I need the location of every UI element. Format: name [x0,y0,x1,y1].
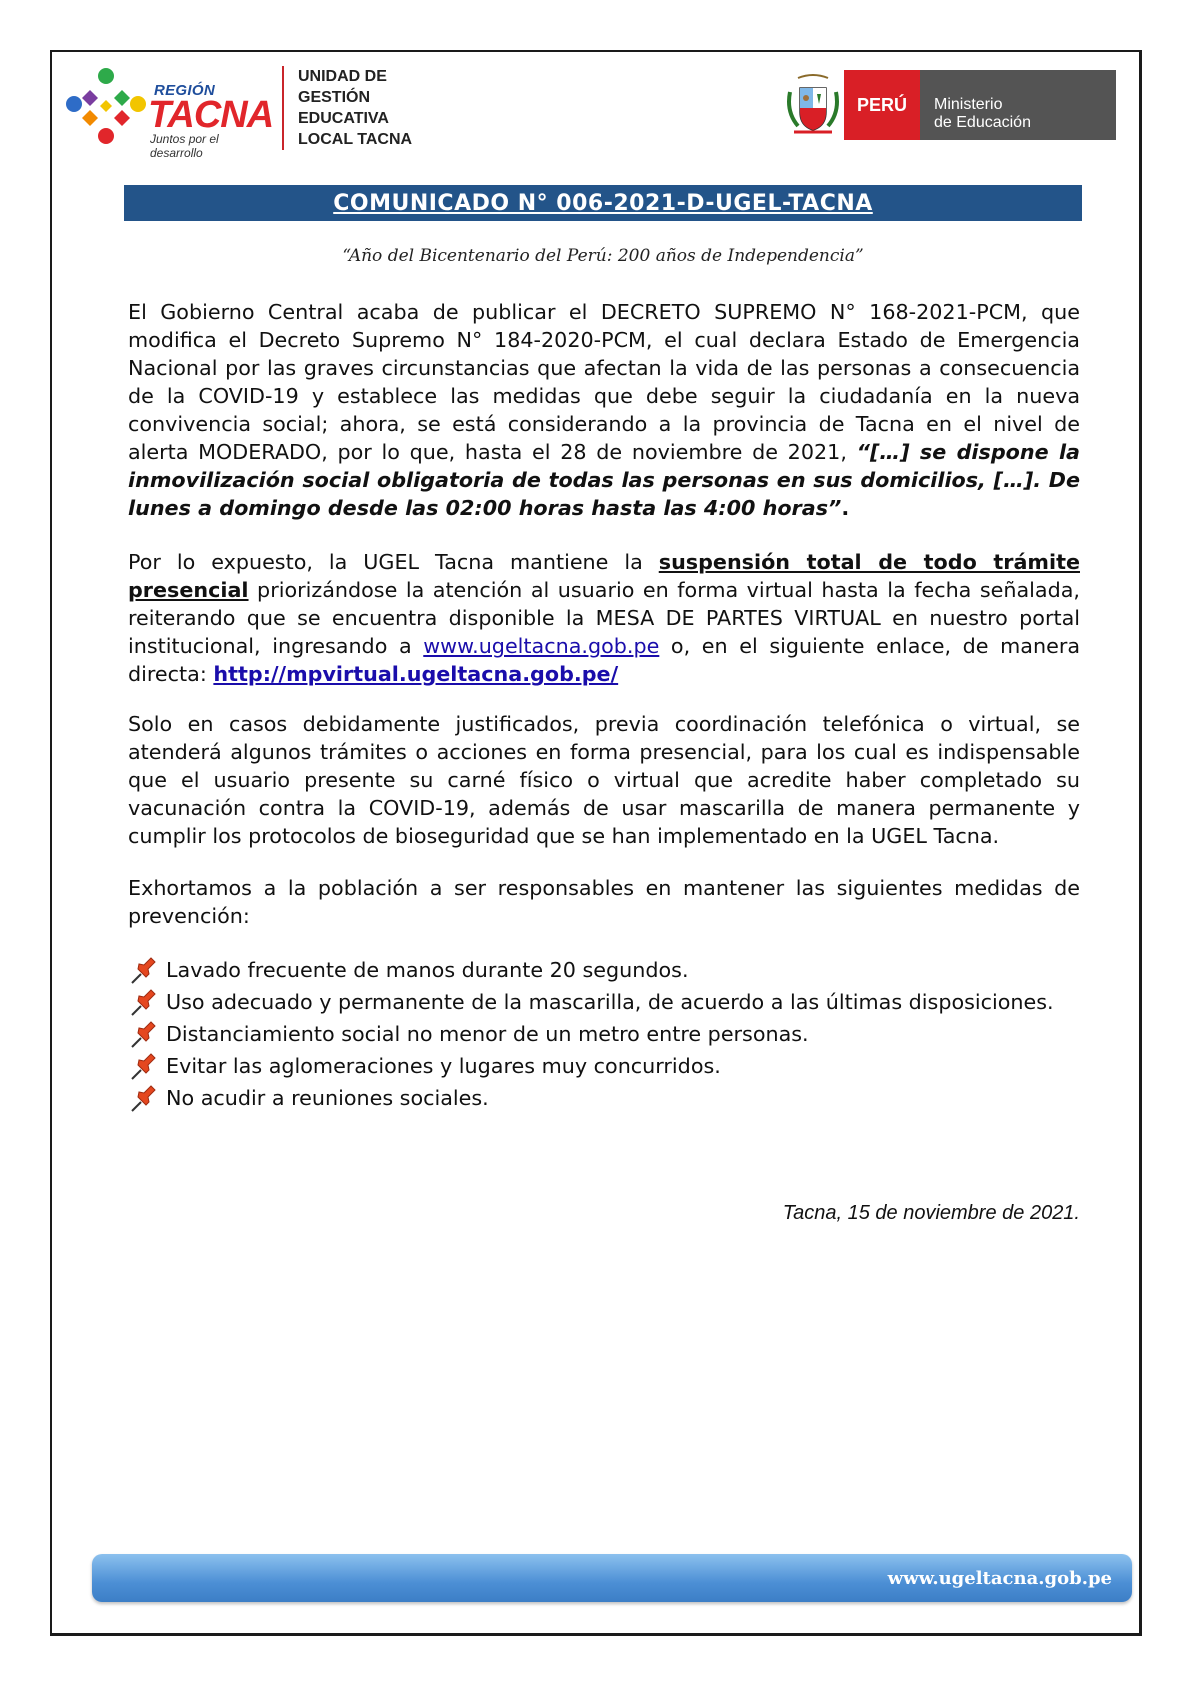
pushpin-icon [128,1083,160,1113]
region-emblem-icon [66,64,146,154]
region-tacna-logo [66,64,274,160]
title-bar [124,185,1082,221]
measure-text: No acudir a reuniones sociales. [166,1086,489,1110]
pushpin-icon [128,1051,160,1081]
list-item [128,954,1088,986]
paragraph-exhortation: Exhortamos a la población a ser responsables en mantener las siguientes medidas de prevención: [128,876,1080,928]
pushpin-icon [128,987,160,1017]
footer-website-url: www.ugeltacna.gob.pe [887,1568,1112,1589]
peru-label: PERÚ [856,94,907,115]
measure-text: Distanciamiento social no menor de un metro entre personas. [166,1022,809,1046]
ugel-logo-line: GESTIÓN [298,89,371,106]
minedu-line-1: Ministerio [934,96,1003,113]
peru-brand-box [844,70,920,140]
ugel-logo-line: EDUCATIVA [298,110,389,127]
measure-text: Evitar las aglomeraciones y lugares muy concurridos. [166,1054,721,1078]
list-item [128,1082,1088,1114]
region-small-label: REGIÓN [154,82,215,99]
prevention-measures-list [128,954,1088,1114]
mesa-partes-virtual-link[interactable]: http://mpvirtual.ugeltacna.gob.pe/ [213,662,619,686]
document-title: COMUNICADO N° 006-2021-D-UGEL-TACNA [333,190,873,216]
tacna-wordmark: TACNA [148,94,274,136]
paragraph-in-person: Solo en casos debidamente justificados, previa coordinación telefónica o virtual, se atenderá algunos trámites o acciones en forma presencial, para los cual es indispensable que el usuario presente su carné físico o virtual que acredite haber completado su vacunación contra la COVID-19, además de usar mascarilla de manera permanente y cumplir los protocolos de bioseguridad que se han implementado en la UGEL Tacna. [128,712,1080,848]
region-tagline: Juntos por el desarrollo [150,132,219,160]
paragraph-virtual-service [128,548,1080,688]
ugel-website-link[interactable]: www.ugeltacna.gob.pe [423,634,660,658]
place-date-signoff: Tacna, 15 de noviembre de 2021. [782,1202,1080,1224]
minedu-brand-box [920,70,1116,140]
ugel-logo-line: UNIDAD DE [298,68,387,85]
paragraph-end: . [841,496,850,520]
peru-coat-of-arms-icon [784,72,842,138]
list-item [128,1018,1088,1050]
list-item [128,1050,1088,1082]
pushpin-icon [128,955,160,985]
paragraph-text: priorizándose la atención al usuario en forma virtual hasta la fecha señalada, reiterando que se encuentra disponible la MESA DE PARTES VIRTUAL en nuestro portal institucional, ingresando a [128,578,1080,658]
paragraph-text: Por lo expuesto, la UGEL Tacna mantiene la [128,550,659,574]
suspension-emphasis: suspensión total de todo trámite presencial [128,550,1080,602]
paragraph-decree [128,298,1080,522]
pushpin-icon [128,1019,160,1049]
year-motto: “Año del Bicentenario del Perú: 200 años de Independencia” [342,246,864,266]
list-item [128,986,1088,1018]
paragraph-text: El Gobierno Central acaba de publicar el DECRETO SUPREMO N° 168-2021-PCM, que modifica el Decreto Supremo N° 184-2020-PCM, el cual declara Estado de Emergencia Nacional por las graves circunstancias que afectan la vida de las personas a consecuencia de la COVID-19 y establece las medidas que debe seguir la ciudadanía en la nueva convivencia social; ahora, se está considerando a la provincia de Tacna en el nivel de alerta MODERADO, por lo que, hasta el 28 de noviembre de 2021, [128,300,1080,464]
logo-divider [282,66,284,150]
paragraph-text: o, en el siguiente enlace, de manera directa: [128,634,1081,686]
ugel-logo-text [298,66,412,150]
footer-bar [92,1554,1132,1602]
measure-text: Lavado frecuente de manos durante 20 segundos. [166,958,689,982]
ugel-logo-line: LOCAL TACNA [298,131,413,148]
decree-quote: “[…] se dispone la inmovilización social obligatoria de todas las personas en sus domicilios, […]. De lunes a domingo desde las 02:00 horas hasta las 4:00 horas” [128,440,1081,520]
minedu-line-2: de Educación [934,114,1031,131]
measure-text: Uso adecuado y permanente de la mascarilla, de acuerdo a las últimas disposiciones. [166,990,1054,1014]
